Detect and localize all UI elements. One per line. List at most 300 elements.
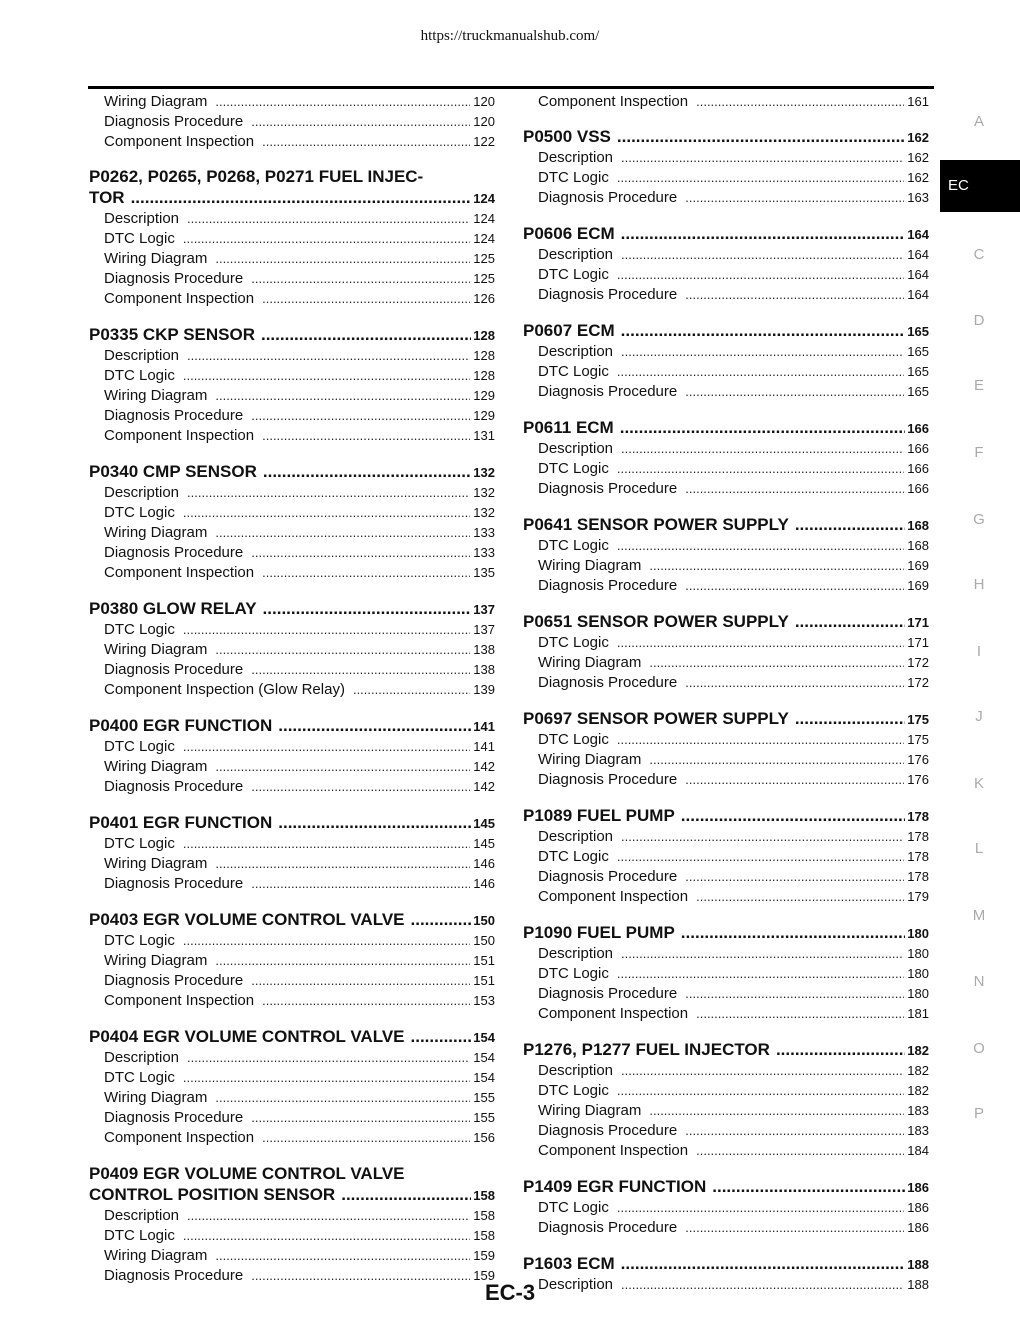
entry-page-number: 162 — [907, 170, 929, 185]
entry-page-number: 162 — [907, 150, 929, 165]
entry-label: Diagnosis Procedure — [538, 771, 678, 788]
toc-entry[interactable] — [523, 770, 929, 790]
page-label: EC-3 — [484, 1280, 536, 1305]
section-title-label: P0697 SENSOR POWER SUPPLY — [523, 709, 789, 728]
section-page-number: 162 — [907, 130, 929, 145]
toc-section — [523, 126, 929, 208]
toc-entry[interactable] — [89, 777, 495, 797]
toc-entry[interactable] — [523, 867, 929, 887]
toc-entry[interactable] — [89, 737, 495, 757]
leader-dots — [696, 1141, 904, 1161]
toc-entry[interactable] — [89, 483, 495, 503]
toc-entry[interactable] — [89, 854, 495, 874]
leader-dots — [621, 827, 904, 847]
toc-section — [89, 166, 495, 309]
entry-label: Component Inspection — [104, 992, 255, 1009]
leader-dots — [187, 346, 470, 366]
section-page-number: 168 — [907, 518, 929, 533]
entry-label: Diagnosis Procedure — [104, 661, 244, 678]
entry-label: Diagnosis Procedure — [538, 383, 678, 400]
entry-label: Component Inspection — [538, 888, 689, 905]
section-title[interactable] — [89, 1184, 495, 1206]
toc-entry[interactable] — [89, 366, 495, 386]
toc-entry[interactable] — [89, 249, 495, 269]
leader-dots — [617, 126, 905, 147]
toc-entry[interactable] — [523, 556, 929, 576]
section-page-number: 145 — [473, 816, 495, 831]
toc-entry[interactable] — [89, 834, 495, 854]
leader-dots — [685, 770, 904, 790]
leader-dots — [262, 289, 470, 309]
toc-entry[interactable] — [89, 680, 495, 700]
toc-entry[interactable] — [89, 406, 495, 426]
leader-dots — [696, 887, 904, 907]
toc-entry[interactable] — [523, 362, 929, 382]
leader-dots — [215, 1088, 470, 1108]
section-page-number: 154 — [473, 1030, 495, 1045]
section-title[interactable] — [89, 187, 495, 209]
entry-page-number: 154 — [473, 1050, 495, 1065]
toc-entry[interactable] — [523, 479, 929, 499]
source-url[interactable]: https://truckmanualshub.com/ — [420, 28, 600, 44]
entry-page-number: 156 — [473, 1130, 495, 1145]
leader-dots — [681, 922, 906, 943]
entry-page-number: 151 — [473, 953, 495, 968]
section-title-label: TOR — [89, 188, 125, 207]
toc-entry[interactable] — [523, 285, 929, 305]
toc-entry[interactable] — [89, 209, 495, 229]
toc-entry[interactable] — [523, 1061, 929, 1081]
leader-dots — [262, 991, 470, 1011]
entry-label: Diagnosis Procedure — [104, 544, 244, 561]
entry-label: Description — [104, 347, 180, 364]
toc-entry[interactable] — [89, 1048, 495, 1068]
tab-e[interactable]: E — [973, 377, 984, 394]
entry-label: Description — [104, 210, 180, 227]
entry-label: Wiring Diagram — [538, 557, 642, 574]
entry-page-number: 155 — [473, 1110, 495, 1125]
entry-label: Diagnosis Procedure — [104, 1267, 244, 1284]
tab-a[interactable]: A — [973, 113, 984, 130]
leader-dots — [251, 269, 470, 289]
toc-entry[interactable] — [89, 1226, 495, 1246]
entry-label: Component Inspection — [104, 1129, 255, 1146]
toc-entry[interactable] — [523, 984, 929, 1004]
entry-label: Wiring Diagram — [104, 758, 208, 775]
section-title[interactable] — [89, 598, 495, 620]
toc-entry[interactable] — [89, 543, 495, 563]
section-title-label: P0340 CMP SENSOR — [89, 462, 257, 481]
section-title-label: P1089 FUEL PUMP — [523, 806, 675, 825]
toc-entry[interactable] — [523, 1121, 929, 1141]
toc-entry[interactable] — [89, 660, 495, 680]
toc-entry[interactable] — [523, 459, 929, 479]
leader-dots — [795, 708, 905, 729]
entry-label: Description — [538, 149, 614, 166]
entry-page-number: 133 — [473, 545, 495, 560]
entry-page-number: 164 — [907, 267, 929, 282]
leader-dots — [621, 320, 906, 341]
section-title[interactable] — [523, 611, 929, 633]
entry-page-number: 159 — [473, 1248, 495, 1263]
section-title[interactable] — [89, 715, 495, 737]
toc-entry[interactable] — [523, 148, 929, 168]
toc-right-column — [523, 92, 929, 1310]
leader-dots — [617, 847, 904, 867]
section-title[interactable] — [523, 708, 929, 730]
section-title[interactable] — [523, 223, 929, 245]
leader-dots — [685, 984, 904, 1004]
entry-label: Diagnosis Procedure — [538, 1122, 678, 1139]
toc-entry[interactable] — [89, 1206, 495, 1226]
entry-label: Diagnosis Procedure — [104, 875, 244, 892]
toc-entry[interactable] — [523, 847, 929, 867]
entry-label: DTC Logic — [538, 266, 609, 283]
entry-page-number: 169 — [907, 578, 929, 593]
tab-n[interactable]: N — [973, 973, 985, 990]
section-title[interactable] — [523, 417, 929, 439]
section-title[interactable] — [523, 320, 929, 342]
toc-section — [523, 92, 929, 112]
section-title-label: P0404 EGR VOLUME CONTROL VALVE — [89, 1027, 405, 1046]
toc-entry[interactable] — [523, 576, 929, 596]
leader-dots — [649, 653, 904, 673]
toc-entry[interactable] — [89, 523, 495, 543]
leader-dots — [621, 944, 904, 964]
toc-entry[interactable] — [89, 503, 495, 523]
entry-label: Wiring Diagram — [538, 654, 642, 671]
toc-entry[interactable] — [523, 633, 929, 653]
entry-label: Description — [538, 343, 614, 360]
section-title-label: CONTROL POSITION SENSOR — [89, 1185, 336, 1204]
leader-dots — [183, 620, 470, 640]
entry-label: Diagnosis Procedure — [104, 113, 244, 130]
section-title-label: P0403 EGR VOLUME CONTROL VALVE — [89, 910, 405, 929]
tab-c[interactable]: C — [973, 246, 985, 263]
toc-entry[interactable] — [523, 168, 929, 188]
leader-dots — [685, 673, 904, 693]
entry-page-number: 129 — [473, 408, 495, 423]
section-title[interactable] — [523, 126, 929, 148]
leader-dots — [681, 805, 906, 826]
leader-dots — [685, 382, 904, 402]
tab-o[interactable]: O — [973, 1040, 985, 1057]
toc-entry[interactable] — [89, 563, 495, 583]
toc-entry[interactable] — [89, 132, 495, 152]
toc-entry[interactable] — [523, 92, 929, 112]
leader-dots — [621, 148, 904, 168]
toc-section — [523, 611, 929, 693]
leader-dots — [262, 563, 470, 583]
leader-dots — [183, 834, 470, 854]
leader-dots — [215, 386, 470, 406]
toc-section — [89, 715, 495, 797]
toc-section — [523, 514, 929, 596]
leader-dots — [621, 223, 906, 244]
entry-label: Wiring Diagram — [104, 641, 208, 658]
toc-entry[interactable] — [523, 964, 929, 984]
leader-dots — [341, 1184, 471, 1205]
leader-dots — [187, 209, 470, 229]
entry-page-number: 165 — [907, 384, 929, 399]
toc-entry[interactable] — [523, 1081, 929, 1101]
leader-dots — [353, 680, 470, 700]
toc-entry[interactable] — [89, 874, 495, 894]
entry-page-number: 142 — [473, 759, 495, 774]
entry-label: DTC Logic — [538, 169, 609, 186]
toc-entry[interactable] — [523, 382, 929, 402]
toc-section — [89, 1026, 495, 1148]
leader-dots — [183, 366, 470, 386]
section-page-number: 141 — [473, 719, 495, 734]
entry-page-number: 124 — [473, 231, 495, 246]
entry-label: DTC Logic — [104, 367, 175, 384]
toc-entry[interactable] — [89, 640, 495, 660]
entry-label: Description — [538, 440, 614, 457]
toc-section — [89, 812, 495, 894]
tab-g[interactable]: G — [973, 511, 985, 528]
leader-dots — [183, 931, 470, 951]
toc-entry[interactable] — [523, 730, 929, 750]
entry-label: DTC Logic — [538, 634, 609, 651]
entry-page-number: 164 — [907, 287, 929, 302]
section-title[interactable] — [89, 461, 495, 483]
entry-label: DTC Logic — [538, 537, 609, 554]
section-title-label: P0641 SENSOR POWER SUPPLY — [523, 515, 789, 534]
entry-page-number: 186 — [907, 1200, 929, 1215]
toc-entry[interactable] — [523, 750, 929, 770]
toc-section — [523, 708, 929, 790]
toc-entry[interactable] — [523, 653, 929, 673]
entry-label: Wiring Diagram — [104, 387, 208, 404]
toc-entry[interactable] — [89, 386, 495, 406]
toc-entry[interactable] — [523, 1198, 929, 1218]
section-page-number: 158 — [473, 1188, 495, 1203]
toc-entry[interactable] — [89, 269, 495, 289]
toc-entry[interactable] — [523, 1004, 929, 1024]
tab-d[interactable]: D — [973, 312, 985, 329]
toc-entry[interactable] — [523, 245, 929, 265]
tab-k[interactable]: K — [973, 775, 984, 792]
section-title[interactable] — [523, 514, 929, 536]
leader-dots — [617, 536, 904, 556]
leader-dots — [251, 406, 470, 426]
entry-page-number: 172 — [907, 675, 929, 690]
leader-dots — [649, 1101, 904, 1121]
toc-entry[interactable] — [89, 620, 495, 640]
section-title[interactable] — [523, 922, 929, 944]
tab-j[interactable]: J — [975, 708, 983, 725]
toc-section — [89, 909, 495, 1011]
entry-label: Wiring Diagram — [538, 751, 642, 768]
section-title[interactable] — [523, 1176, 929, 1198]
toc-entry[interactable] — [89, 426, 495, 446]
section-page-number: 186 — [907, 1180, 929, 1195]
entry-label: Component Inspection — [104, 427, 255, 444]
toc-entry[interactable] — [89, 112, 495, 132]
leader-dots — [251, 112, 470, 132]
section-page-number: 178 — [907, 809, 929, 824]
entry-page-number: 122 — [473, 134, 495, 149]
section-title[interactable] — [523, 1253, 929, 1275]
toc-entry[interactable] — [89, 991, 495, 1011]
toc-entry[interactable] — [89, 1088, 495, 1108]
leader-dots — [696, 92, 904, 112]
tab-i[interactable]: I — [976, 643, 982, 660]
section-title-label: P0380 GLOW RELAY — [89, 599, 257, 618]
entry-label: Wiring Diagram — [104, 1089, 208, 1106]
section-title[interactable] — [89, 324, 495, 346]
leader-dots — [183, 1226, 470, 1246]
leader-dots — [685, 1218, 904, 1238]
toc-entry[interactable] — [89, 289, 495, 309]
toc-entry[interactable] — [523, 887, 929, 907]
entry-page-number: 120 — [473, 114, 495, 129]
entry-label: Diagnosis Procedure — [538, 577, 678, 594]
leader-dots — [187, 483, 470, 503]
leader-dots — [620, 417, 906, 438]
tab-m[interactable]: M — [972, 907, 986, 924]
leader-dots — [251, 971, 470, 991]
leader-dots — [795, 611, 905, 632]
toc-entry[interactable] — [89, 931, 495, 951]
leader-dots — [187, 1048, 470, 1068]
section-page-number: 171 — [907, 615, 929, 630]
toc-entry[interactable] — [523, 673, 929, 693]
toc-entry[interactable] — [89, 1068, 495, 1088]
tab-p[interactable]: P — [973, 1105, 984, 1122]
toc-entry[interactable] — [523, 1141, 929, 1161]
entry-page-number: 182 — [907, 1063, 929, 1078]
section-title-line[interactable]: P0262, P0265, P0268, P0271 FUEL INJEC- — [89, 167, 424, 186]
entry-label: Diagnosis Procedure — [538, 286, 678, 303]
toc-entry[interactable] — [523, 536, 929, 556]
entry-page-number: 128 — [473, 348, 495, 363]
entry-page-number: 145 — [473, 836, 495, 851]
leader-dots — [215, 523, 470, 543]
entry-page-number: 165 — [907, 344, 929, 359]
entry-page-number: 183 — [907, 1123, 929, 1138]
section-title-label: P0401 EGR FUNCTION — [89, 813, 273, 832]
toc-entry[interactable] — [89, 757, 495, 777]
section-title-label: P0500 VSS — [523, 127, 611, 146]
section-title-line[interactable]: P0409 EGR VOLUME CONTROL VALVE — [89, 1164, 405, 1183]
section-title[interactable] — [89, 1026, 495, 1048]
leader-dots — [263, 598, 472, 619]
section-page-number: 150 — [473, 913, 495, 928]
toc-entry[interactable] — [523, 439, 929, 459]
toc-entry[interactable] — [89, 346, 495, 366]
entry-page-number: 125 — [473, 251, 495, 266]
toc-entry[interactable] — [89, 1108, 495, 1128]
tab-ec[interactable]: EC — [940, 160, 1020, 212]
leader-dots — [183, 737, 470, 757]
toc-entry[interactable] — [523, 944, 929, 964]
entry-label: DTC Logic — [104, 504, 175, 521]
toc-section — [523, 320, 929, 402]
section-title[interactable] — [523, 805, 929, 827]
entry-label: Description — [104, 1049, 180, 1066]
toc-entry[interactable] — [523, 1101, 929, 1121]
entry-label: Wiring Diagram — [104, 250, 208, 267]
tab-f[interactable]: F — [974, 444, 984, 461]
leader-dots — [251, 660, 470, 680]
leader-dots — [183, 503, 470, 523]
section-title[interactable] — [523, 1039, 929, 1061]
entry-label: Component Inspection — [538, 93, 689, 110]
toc-entry[interactable] — [89, 1128, 495, 1148]
entry-label: Diagnosis Procedure — [104, 270, 244, 287]
toc-entry[interactable] — [89, 971, 495, 991]
entry-page-number: 138 — [473, 642, 495, 657]
leader-dots — [251, 874, 470, 894]
entry-page-number: 180 — [907, 946, 929, 961]
leader-dots — [617, 459, 904, 479]
toc-entry[interactable] — [89, 1246, 495, 1266]
leader-dots — [251, 1108, 470, 1128]
entry-page-number: 180 — [907, 966, 929, 981]
toc-entry[interactable] — [523, 265, 929, 285]
tab-l[interactable]: L — [974, 840, 984, 857]
leader-dots — [215, 854, 470, 874]
section-title[interactable] — [89, 909, 495, 931]
entry-page-number: 188 — [907, 1277, 929, 1292]
section-title-label: P0651 SENSOR POWER SUPPLY — [523, 612, 789, 631]
toc-entry[interactable] — [89, 951, 495, 971]
tab-h[interactable]: H — [973, 576, 985, 593]
entry-page-number: 125 — [473, 271, 495, 286]
section-page-number: 128 — [473, 328, 495, 343]
entry-label: Diagnosis Procedure — [538, 868, 678, 885]
entry-page-number: 181 — [907, 1006, 929, 1021]
entry-label: DTC Logic — [104, 1069, 175, 1086]
leader-dots — [617, 964, 904, 984]
entry-label: Description — [538, 945, 614, 962]
toc-entry[interactable] — [523, 342, 929, 362]
section-page-number: 180 — [907, 926, 929, 941]
entry-page-number: 161 — [907, 94, 929, 109]
entry-page-number: 151 — [473, 973, 495, 988]
entry-page-number: 153 — [473, 993, 495, 1008]
entry-label: Diagnosis Procedure — [538, 985, 678, 1002]
leader-dots — [617, 730, 904, 750]
toc-entry[interactable] — [89, 92, 495, 112]
toc-section — [89, 1163, 495, 1286]
entry-label: Diagnosis Procedure — [104, 972, 244, 989]
section-title[interactable] — [89, 812, 495, 834]
entry-page-number: 131 — [473, 428, 495, 443]
section-page-number: 137 — [473, 602, 495, 617]
leader-dots — [263, 461, 471, 482]
leader-dots — [215, 640, 470, 660]
entry-label: DTC Logic — [104, 932, 175, 949]
toc-section — [89, 92, 495, 152]
leader-dots — [262, 132, 470, 152]
toc-entry[interactable] — [523, 827, 929, 847]
toc-entry[interactable] — [523, 188, 929, 208]
leader-dots — [617, 362, 904, 382]
entry-page-number: 165 — [907, 364, 929, 379]
leader-dots — [685, 479, 904, 499]
leader-dots — [617, 168, 904, 188]
entry-page-number: 159 — [473, 1268, 495, 1283]
entry-label: DTC Logic — [104, 1227, 175, 1244]
leader-dots — [278, 715, 471, 736]
toc-entry[interactable] — [523, 1218, 929, 1238]
toc-entry[interactable] — [89, 229, 495, 249]
leader-dots — [411, 909, 472, 930]
toc-section — [523, 1039, 929, 1161]
